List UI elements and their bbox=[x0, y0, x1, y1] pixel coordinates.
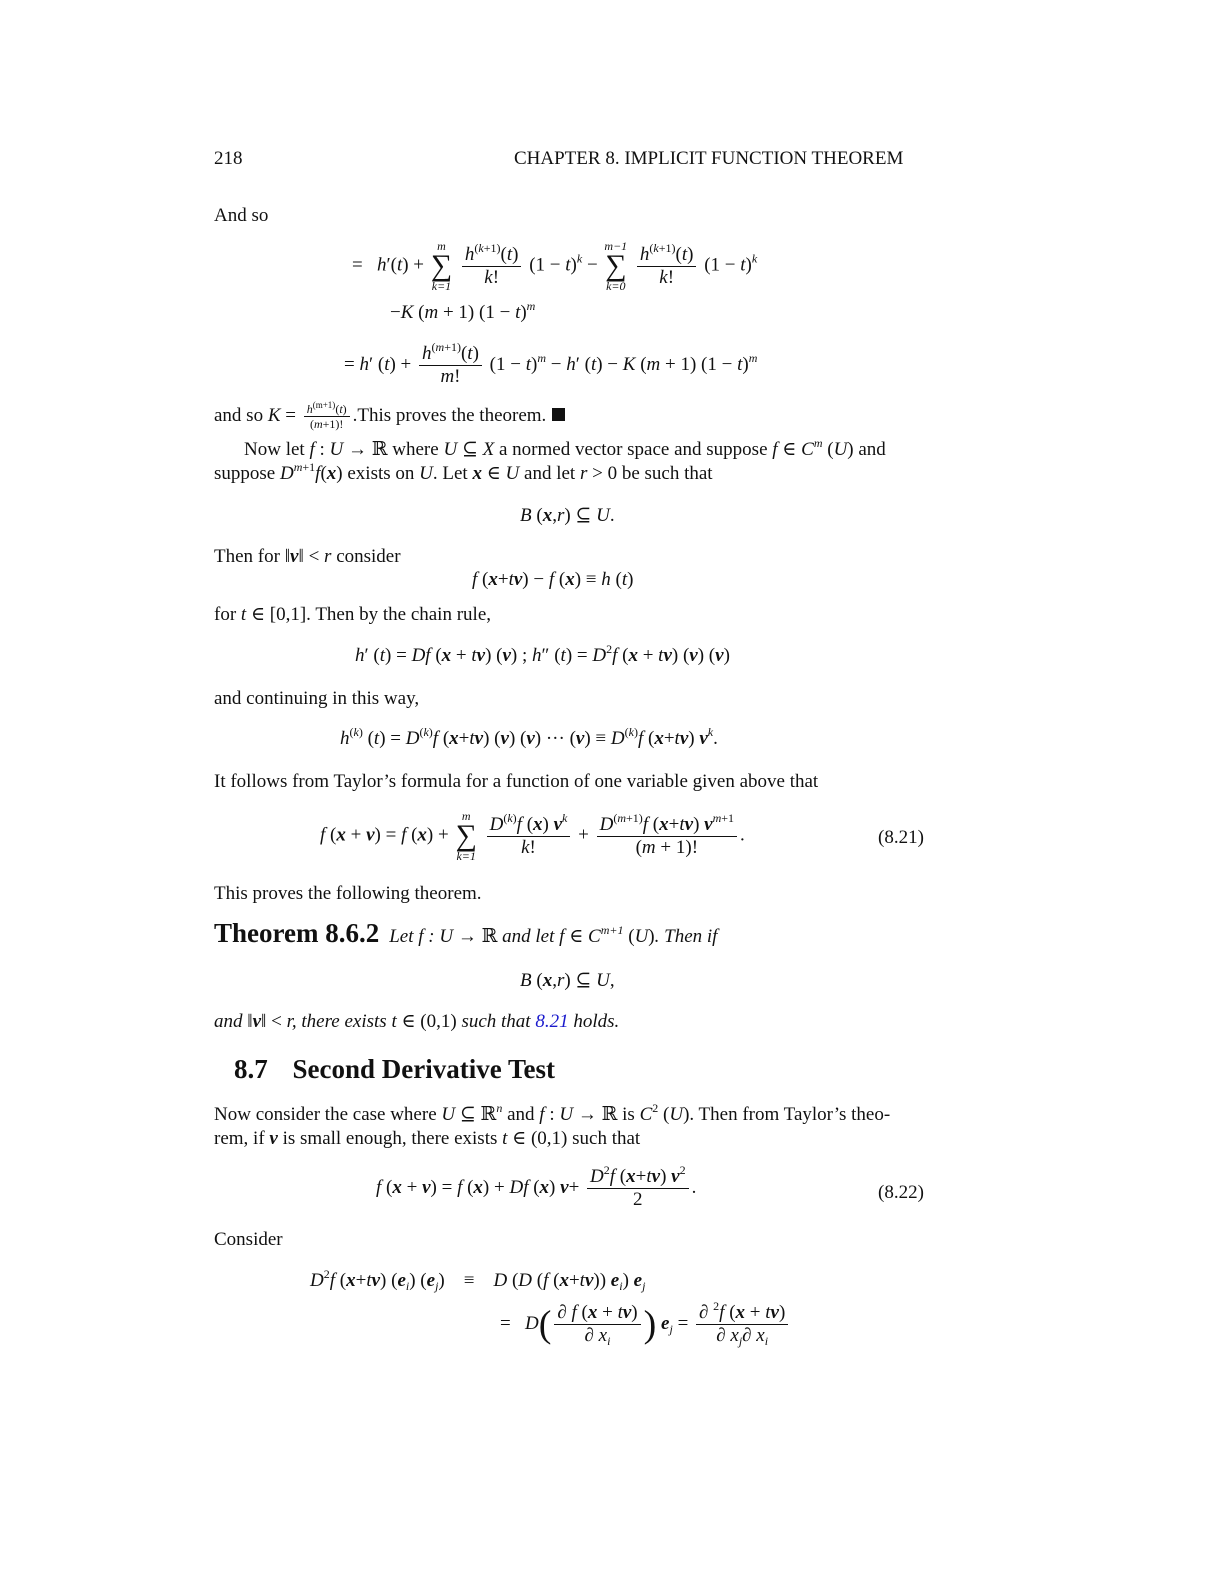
theorem-and-let-text: and let bbox=[502, 926, 555, 947]
paragraph-continuing: and continuing in this way, bbox=[214, 688, 420, 709]
theorem-label: Theorem 8.6.2 bbox=[214, 918, 380, 948]
theorem-such-that-text: such that bbox=[461, 1011, 531, 1032]
paragraph-section-intro-1: Now consider the case where U ⊆ ℝ$^n$ and f : U → ℝ is $C^2$ (U). Then from Taylor’s theo- bbox=[214, 1101, 891, 1125]
paragraph-now-let: Now let f : U → ℝ where U ⊆ X a normed vector space and suppose f ∈ $C^m$ (U) and bbox=[244, 436, 886, 460]
paragraph-proves-following: This proves the following theorem. bbox=[214, 883, 482, 904]
for-t-text: for bbox=[214, 604, 237, 625]
paragraph-and-so: And so bbox=[214, 205, 269, 226]
section-heading bbox=[234, 1054, 555, 1085]
proves-theorem-text: .This proves the theorem. bbox=[352, 404, 547, 426]
and-text: and bbox=[858, 439, 886, 460]
equation-ref-link[interactable]: 8.21 bbox=[535, 1011, 569, 1032]
intro-small-text: is small enough, there exists bbox=[282, 1128, 498, 1149]
equation-k-term: −K (m + 1) $(1 - t)^m$ bbox=[390, 299, 536, 323]
equation-number-8-21: (8.21) bbox=[878, 827, 924, 848]
intro-taylor-text: . Then from Taylor’s theo- bbox=[689, 1104, 891, 1125]
and-so-k-prefix: and so bbox=[214, 404, 264, 426]
theorem-let-text: Let bbox=[389, 926, 414, 947]
paragraph-taylor: It follows from Taylor’s formula for a function of one variable given above that bbox=[214, 771, 819, 792]
theorem-and-text: and bbox=[214, 1011, 243, 1032]
then-for-text: Then for bbox=[214, 546, 280, 567]
intro-and-text: and bbox=[507, 1104, 535, 1125]
equation-kth-derivative: $h^{(k)}$ $(t) = D^{(k)}f$ (x+tv) (v) (v) ··· $(v) \equiv D^{(k)}f$ (x+tv) $v^k$. bbox=[340, 725, 718, 749]
paragraph-consider: Consider bbox=[214, 1229, 283, 1250]
intro-rem-if-text: rem, if bbox=[214, 1128, 265, 1149]
equation-8-22: f (x + v) = f (x) + Df (x) v+ $\frac{D^2f (x+tv) v^2}{2}$ . bbox=[376, 1163, 697, 1210]
now-let-text: Now let bbox=[244, 439, 305, 460]
theorem-holds-text: holds. bbox=[573, 1011, 620, 1032]
theorem-exists-text: , there exists bbox=[291, 1011, 387, 1032]
intro-is-text: is bbox=[622, 1104, 635, 1125]
equation-second-derivative-1: $D^2f$ (x+tv) $(e_i)$ $(e_j)$ ≡ D (D (f (x+tv)) $e_i$) $e_j$ bbox=[310, 1267, 646, 1293]
normed-space-text: a normed vector space and suppose bbox=[498, 439, 768, 460]
equation-ball-1: B (x,r) ⊆ U. bbox=[520, 505, 615, 526]
equation-h-def: f (x+tv) − f (x) ≡ h (t) bbox=[472, 569, 634, 590]
paragraph-and-so-k: and so K = $\frac{h^{(m+1)}(t)}{(m+1)!}$ .This proves the theorem. bbox=[214, 402, 565, 431]
suppose-text: suppose bbox=[214, 463, 276, 484]
and-let-r-text: and let bbox=[524, 463, 576, 484]
consider-text: consider bbox=[336, 546, 401, 567]
paragraph-then-for: Then for ‖v‖ < r consider bbox=[214, 546, 401, 567]
intro-case-text: Now consider the case where bbox=[214, 1104, 437, 1125]
equation-simplified: = h′ (t) + $\frac{h^{(m+1)}(t)}{m!}$ $(1 - t)^m - h'$ (t) − K (m + 1) $(1 - t)^m$ bbox=[344, 340, 758, 387]
equation-derivatives: h′ (t) = Df (x + tv) (v) ; h″ $(t) = D^2f$ (x + tv) (v) (v) bbox=[355, 642, 730, 666]
where-text: where bbox=[392, 439, 439, 460]
paragraph-suppose: suppose $D^{m+1}f(x)$ exists on U. Let x ∈ U and let r > 0 be such that bbox=[214, 460, 713, 484]
be-such-that-text: be such that bbox=[621, 463, 713, 484]
theorem-then-if-text: . Then if bbox=[654, 926, 718, 947]
paragraph-section-intro-2: rem, if v is small enough, there exists t ∈ (0,1) such that bbox=[214, 1128, 641, 1149]
equation-8-21: f (x + v) = f (x) + m ∑ k=1 $\frac{D^{(k)}f (x) v^k}{k!}$ + $\frac{D^{(m+1)}f (x+tv) v^{m+1}}{(m + 1)!}$ . bbox=[320, 809, 745, 863]
paragraph-chain-rule: for t ∈ [0,1]. Then by the chain rule, bbox=[214, 604, 491, 625]
equation-second-derivative-2: = D( $\frac{\partial f (x + tv)}{\partial x_i}$ ) $e_j$ = $\frac{\partial ^2f (x + tv)}{\partial x_j\partial x_i}$ bbox=[500, 1302, 791, 1347]
running-title: CHAPTER 8. IMPLICIT FUNCTION THEOREM bbox=[514, 148, 904, 169]
exists-on-text: exists on bbox=[347, 463, 415, 484]
intro-such-that-text: such that bbox=[572, 1128, 641, 1149]
chain-rule-text: . Then by the chain rule, bbox=[306, 604, 491, 625]
section-number: 8.7 bbox=[234, 1054, 268, 1084]
page-number: 218 bbox=[214, 148, 243, 169]
equation-ball-2: B (x,r) ⊆ U, bbox=[520, 970, 615, 991]
qed-square-icon bbox=[552, 408, 565, 421]
equation-sum-line: = h′(t) + m ∑ k=1 $\frac{h^{(k+1)}(t)}{k!}$ $(1 - t)^k$ − m−1 ∑ k=0 $\frac{h^{(k+1)}(t)}{k!}$ $(1 - t)^k$ bbox=[352, 239, 758, 293]
theorem-condition: and ‖v‖ < r, there exists t ∈ (0,1) such that 8.21 holds. bbox=[214, 1011, 620, 1032]
equation-number-8-22: (8.22) bbox=[878, 1182, 924, 1203]
theorem-statement: Theorem 8.6.2 Let f : U → ℝ and let f ∈ $C^{m+1}$ (U). Then if bbox=[214, 918, 718, 948]
let-x-text: . Let bbox=[432, 463, 468, 484]
section-title: Second Derivative Test bbox=[292, 1054, 555, 1084]
